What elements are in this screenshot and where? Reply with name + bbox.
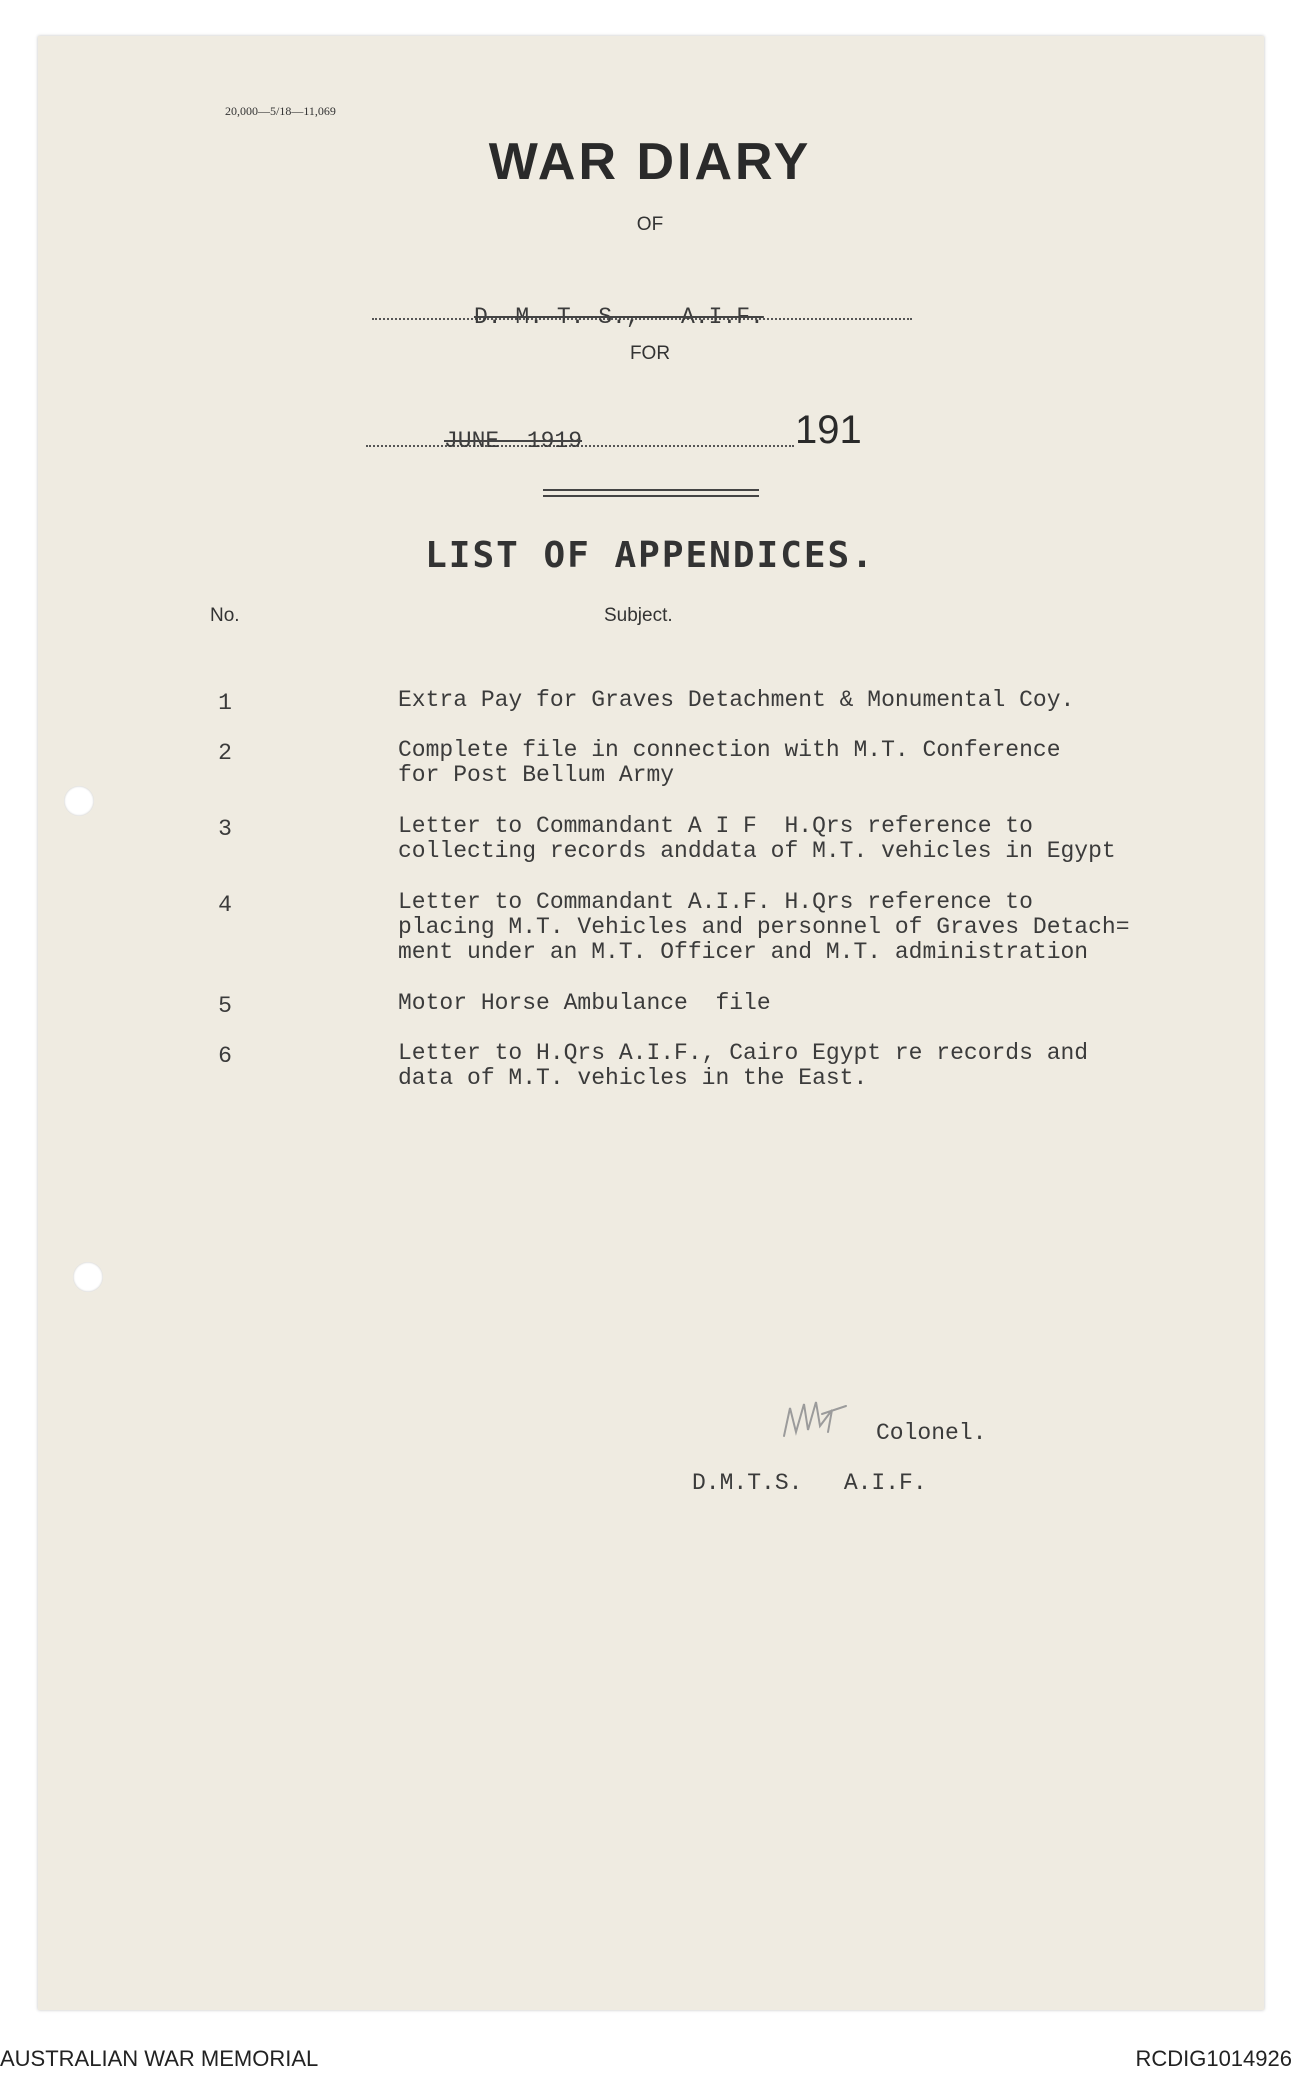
appendix-subject: Letter to Commandant A.I.F. H.Qrs reference to placing M.T. Vehicles and personnel of Graves Detach= ment under an M.T. Officer and M.T. administration	[398, 889, 1130, 965]
appendix-number: 1	[218, 690, 232, 716]
of-label: OF	[636, 214, 664, 235]
appendix-number: 6	[218, 1043, 232, 1069]
print-code: 20,000—5/18—11,069	[225, 104, 336, 118]
period-value: JUNE 1919	[444, 428, 583, 454]
appendix-subject: Complete file in connection with M.T. Conference for Post Bellum Army	[398, 737, 1061, 788]
archive-id: RCDIG1014926	[1135, 2046, 1292, 2071]
for-label: FOR	[629, 343, 671, 364]
appendix-number: 2	[218, 740, 232, 766]
signature-mark	[780, 1392, 850, 1442]
punch-hole	[64, 786, 94, 816]
double-rule	[543, 489, 759, 497]
column-header-subject: Subject.	[604, 605, 673, 626]
signatory-rank: Colonel.	[876, 1420, 987, 1446]
appendix-number: 5	[218, 993, 232, 1019]
punch-hole	[73, 1262, 103, 1292]
appendices-title: LIST OF APPENDICES.	[425, 535, 875, 576]
appendix-number: 3	[218, 816, 232, 842]
appendix-subject: Letter to Commandant A I F H.Qrs reference to collecting records anddata of M.T. vehicles in Egypt	[398, 813, 1116, 864]
archive-credit: AUSTRALIAN WAR MEMORIAL	[0, 2046, 319, 2071]
year-prefix: 191	[795, 408, 862, 452]
column-header-no: No.	[210, 605, 240, 626]
appendix-subject: Extra Pay for Graves Detachment & Monumental Coy.	[398, 687, 1075, 713]
appendix-number: 4	[218, 892, 232, 918]
signatory-office: D.M.T.S. A.I.F.	[692, 1470, 927, 1496]
page-title: WAR DIARY	[488, 133, 812, 191]
appendix-subject: Motor Horse Ambulance file	[398, 990, 771, 1016]
document-page	[38, 36, 1264, 2010]
appendix-subject: Letter to H.Qrs A.I.F., Cairo Egypt re records and data of M.T. vehicles in the East.	[398, 1040, 1089, 1091]
unit-name: D. M. T. S., A.I.F.	[474, 304, 764, 330]
